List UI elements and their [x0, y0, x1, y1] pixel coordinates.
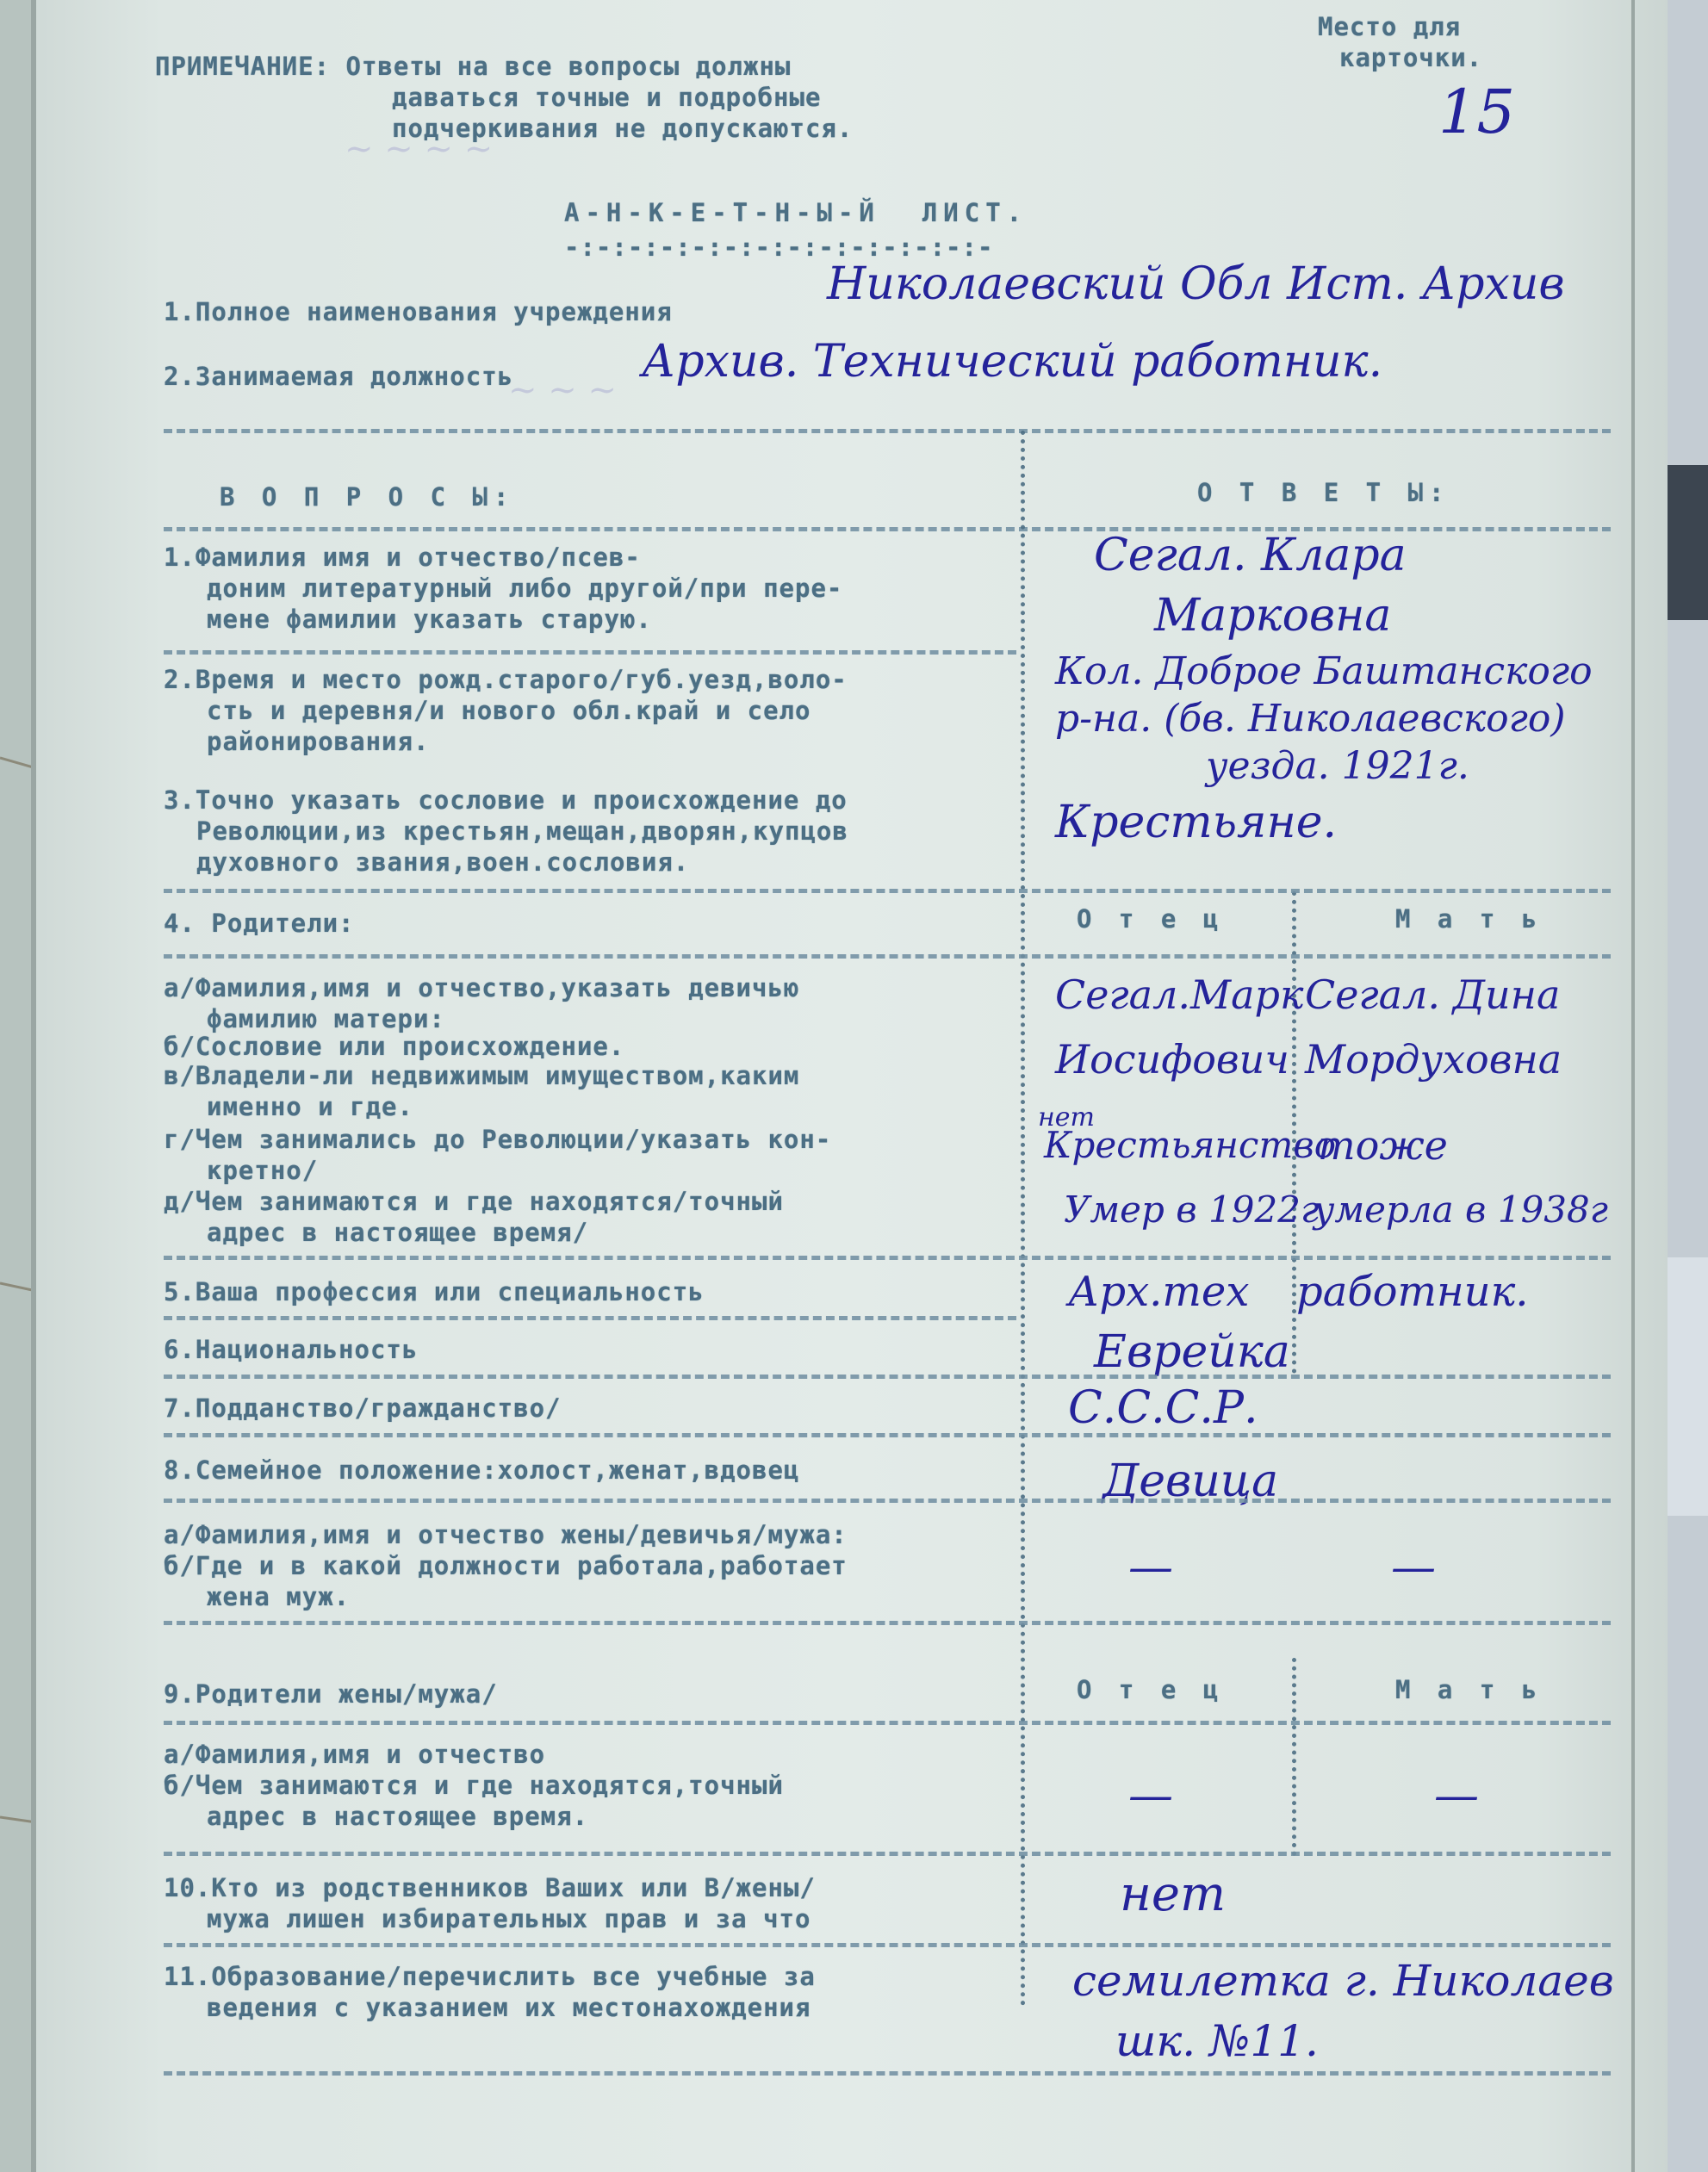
q4c-line-2: именно и где. [207, 1092, 413, 1121]
q4e-line-1: д/Чем занимаются и где находятся/точный [164, 1187, 784, 1216]
a5-part-2: работник. [1296, 1268, 1529, 1316]
in-law-father-header: О т е ц [1077, 1675, 1225, 1704]
q8b-line-1: б/Где и в какой должности работала,работает [164, 1551, 848, 1580]
property-no: нет [1038, 1102, 1095, 1133]
mother-column-header: М а т ь [1395, 904, 1543, 934]
questions-column-header: В О П Р О С Ы: [220, 482, 515, 512]
q9a: а/Фамилия,имя и отчество [164, 1740, 546, 1769]
a8b-dash: — [1391, 1542, 1436, 1593]
paper-right-edge [1631, 0, 1635, 2172]
a8a-dash: — [1128, 1542, 1173, 1593]
faint-stamp-mark: ~ ~ ~ [508, 370, 617, 410]
a6: Еврейка [1094, 1326, 1290, 1378]
form-title-rule: -:-:-:-:-:-:-:-:-:-:-:-:-:- [564, 233, 994, 262]
father-occupation: Крестьянство [1044, 1124, 1337, 1166]
a2-line-2: р-на. (бв. Николаевского) [1055, 697, 1566, 741]
section-divider [164, 429, 1611, 433]
in-law-father-dash: — [1128, 1770, 1173, 1821]
mother-occupation: тоже [1318, 1122, 1448, 1169]
q3-line-3: духовного звания,воен.сословия. [196, 847, 690, 877]
row-divider [164, 2071, 1611, 2076]
row-divider [164, 954, 1611, 959]
q7: 7.Подданство/гражданство/ [164, 1393, 562, 1423]
q9b-line-2: адрес в настоящее время. [207, 1802, 589, 1831]
paper-left-edge [31, 0, 36, 2172]
faint-stamp-mark: ~ ~ ~ ~ [345, 129, 494, 169]
q4a-line-2: фамилию матери: [207, 1004, 445, 1033]
row-divider [164, 1852, 1611, 1856]
row-divider [164, 1256, 1611, 1260]
in-law-mother-dash: — [1434, 1770, 1479, 1821]
q4d-line-1: г/Чем занимались до Революции/указать кон- [164, 1125, 832, 1154]
a3: Крестьяне. [1055, 797, 1338, 848]
row-divider [164, 1721, 1611, 1725]
answers-column-header: О Т В Е Т Ы: [1197, 478, 1450, 507]
position-label: 2.Занимаемая должность [164, 362, 514, 391]
mother-name-line-2: Мордуховна [1305, 1036, 1562, 1083]
a11-line-2: шк. №11. [1115, 2016, 1319, 2066]
mother-died: умерла в 1938г [1314, 1188, 1608, 1231]
row-divider [164, 1499, 1611, 1503]
q4b: б/Сословие или происхождение. [164, 1032, 625, 1061]
q1-line-3: мене фамилии указать старую. [207, 605, 652, 634]
q4e-line-2: адрес в настоящее время/ [207, 1218, 589, 1247]
q3-line-1: 3.Точно указать сословие и происхождение до [164, 785, 848, 815]
q9: 9.Родители жены/мужа/ [164, 1679, 498, 1709]
row-divider [164, 650, 1016, 655]
mother-name-line-1: Сегал. Дина [1305, 971, 1561, 1018]
note-line-1: ПРИМЕЧАНИЕ: Ответы на все вопросы должны [155, 52, 792, 81]
a1-line-2: Марковна [1154, 590, 1392, 642]
card-place-line-1: Место для [1318, 12, 1462, 41]
a10: нет [1120, 1866, 1227, 1922]
father-name-line-2: Иосифович [1055, 1036, 1289, 1083]
row-divider [164, 1316, 1016, 1320]
row-divider [164, 1433, 1611, 1437]
row-divider [164, 1375, 1611, 1379]
q4a-line-1: а/Фамилия,имя и отчество,указать девичью [164, 973, 800, 1002]
institution-label: 1.Полное наименования учреждения [164, 297, 673, 326]
q1-line-2: доним литературный либо другой/при пере- [207, 574, 843, 603]
a2-line-1: Кол. Доброе Баштанского [1055, 649, 1593, 693]
father-died: Умер в 1922г [1064, 1188, 1320, 1231]
sheet-number: 15 [1438, 77, 1516, 147]
q8a: а/Фамилия,имя и отчество жены/девичья/мужа: [164, 1520, 848, 1549]
q10-line-2: мужа лишен избирательных прав и за что [207, 1904, 811, 1933]
a11-line-1: семилетка г. Николаев [1072, 1956, 1614, 2006]
father-column-header: О т е ц [1077, 904, 1225, 934]
a5-part-1: Арх.тех [1068, 1268, 1250, 1316]
row-divider [164, 1943, 1611, 1947]
q8b-line-2: жена муж. [207, 1582, 351, 1611]
note-line-2: даваться точные и подробные [392, 83, 822, 112]
q11-line-2: ведения с указанием их местонахождения [207, 1993, 811, 2022]
father-name-line-1: Сегал.Марк [1055, 971, 1304, 1018]
q3-line-2: Революции,из крестьян,мещан,дворян,купцов [196, 816, 848, 846]
q11-line-1: 11.Образование/перечислить все учебные за [164, 1962, 816, 1991]
q5: 5.Ваша профессия или специальность [164, 1277, 705, 1306]
q8: 8.Семейное положение:холост,женат,вдовец [164, 1455, 800, 1485]
q2-line-3: районирования. [207, 727, 430, 756]
row-divider [164, 1621, 1611, 1625]
q4c-line-1: в/Владели-ли недвижимым имуществом,каким [164, 1061, 800, 1090]
in-law-mother-header: М а т ь [1395, 1675, 1543, 1704]
note-line-3: подчеркивания не допускаются. [392, 114, 854, 143]
q4-label: 4. Родители: [164, 909, 355, 938]
position-value: Архив. Технический работник. [642, 336, 1383, 388]
row-divider [164, 889, 1611, 893]
q6: 6.Национальность [164, 1335, 419, 1364]
a8: Девица [1102, 1455, 1279, 1507]
a2-line-3: уезда. 1921г. [1206, 744, 1469, 788]
q2-line-2: сть и деревня/и нового обл.край и село [207, 696, 811, 725]
card-place-line-2: карточки. [1339, 43, 1483, 72]
question-answer-separator [1021, 431, 1025, 2007]
q4d-line-2: кретно/ [207, 1156, 319, 1185]
in-law-column-separator [1292, 1658, 1296, 1856]
form-title: А-Н-К-Е-Т-Н-Ы-Й ЛИСТ. [564, 198, 1028, 227]
a1-line-1: Сегал. Клара [1094, 530, 1407, 581]
q9b-line-1: б/Чем занимаются и где находятся,точный [164, 1771, 784, 1800]
q10-line-1: 10.Кто из родственников Ваших или В/жены/ [164, 1873, 816, 1902]
a7: С.С.С.Р. [1068, 1382, 1258, 1434]
q1-line-1: 1.Фамилия имя и отчество/псев- [164, 543, 641, 572]
q2-line-1: 2.Время и место рожд.старого/губ.уезд,воло- [164, 665, 848, 694]
institution-value: Николаевский Обл Ист. Архив [827, 258, 1565, 310]
